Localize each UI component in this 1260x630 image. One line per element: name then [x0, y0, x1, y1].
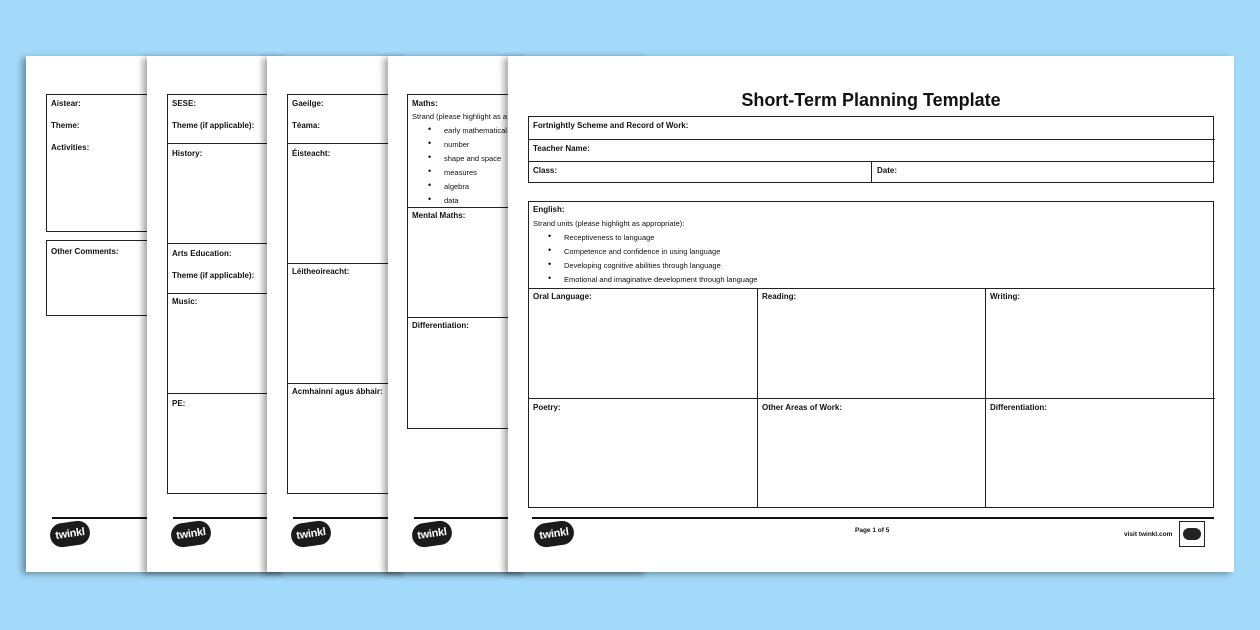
twinkl-logo: twinkl	[411, 519, 454, 548]
strand-item: • measures	[444, 168, 477, 177]
strand-unit-item: • Competence and confidence in using language	[564, 247, 720, 256]
mental-maths-label: Mental Maths:	[412, 211, 466, 220]
teacher-row	[529, 139, 1215, 141]
teacher-label: Teacher Name:	[533, 144, 590, 153]
pe-label: PE:	[172, 399, 186, 408]
twinkl-logo: twinkl	[170, 519, 213, 548]
poetry-label: Poetry:	[533, 403, 561, 412]
music-label: Music:	[172, 297, 198, 306]
footer-rule	[293, 517, 393, 519]
pe-section	[168, 393, 278, 395]
leitheoireacht-section	[288, 263, 398, 265]
page-title: Short-Term Planning Template	[741, 90, 1001, 110]
strand-label: Strand (please highlight as a	[412, 112, 508, 121]
other-comments-label: Other Comments:	[51, 247, 119, 256]
footer-rule	[52, 517, 152, 519]
grid-row-2	[529, 398, 1215, 400]
theme-label: Theme:	[51, 121, 80, 130]
strand-item: • early mathematical	[444, 126, 507, 135]
history-section	[168, 143, 278, 145]
strand-unit-item: • Receptiveness to language	[564, 233, 654, 242]
footer-rule	[173, 517, 273, 519]
maths-label: Maths:	[412, 99, 438, 108]
arts-label: Arts Education:	[172, 249, 232, 258]
oral-language-label: Oral Language:	[533, 292, 592, 301]
footer-rule	[414, 517, 514, 519]
gaeilge-box	[287, 94, 397, 494]
leitheoireacht-label: Léitheoireacht:	[292, 267, 350, 276]
strand-item: • algebra	[444, 182, 469, 191]
aistear-label: Aistear:	[51, 99, 81, 108]
strand-item: • number	[444, 140, 469, 149]
english-box	[528, 201, 1214, 508]
strand-unit-item: • Developing cognitive abilities through language	[564, 261, 721, 270]
fortnightly-label: Fortnightly Scheme and Record of Work:	[533, 121, 689, 130]
strand-units-label: Strand units (please highlight as appropriate):	[533, 219, 685, 228]
theme-label-2: Theme (if applicable):	[172, 271, 255, 280]
quality-badge-icon	[1179, 521, 1205, 547]
arts-section	[168, 243, 278, 245]
twinkl-logo: twinkl	[533, 519, 576, 548]
acmhainni-label: Acmhainní agus ábhair:	[292, 387, 383, 396]
grid-row-1	[529, 288, 1215, 290]
strand-item: • shape and space	[444, 154, 501, 163]
mental-maths-section	[408, 207, 518, 209]
class-row	[529, 161, 1215, 163]
other-areas-label: Other Areas of Work:	[762, 403, 843, 412]
sese-box	[167, 94, 277, 494]
differentiation-label: Differentiation:	[412, 321, 469, 330]
english-label: English:	[533, 205, 565, 214]
visit-twinkl-link[interactable]: visit twinkl.com	[1124, 531, 1173, 538]
page-number: Page 1 of 5	[855, 527, 890, 534]
history-label: History:	[172, 149, 203, 158]
sese-label: SESE:	[172, 99, 197, 108]
gaeilge-label: Gaeilge:	[292, 99, 324, 108]
class-date-divider	[871, 161, 872, 183]
header-info-box	[528, 116, 1214, 183]
twinkl-logo: twinkl	[49, 519, 92, 548]
music-section	[168, 293, 278, 295]
worksheet-page-short-term-planning	[508, 56, 1234, 572]
class-label: Class:	[533, 166, 558, 175]
reading-label: Reading:	[762, 292, 797, 301]
date-label: Date:	[877, 166, 898, 175]
maths-box	[407, 94, 517, 429]
footer-rule	[532, 517, 1214, 519]
acmhainni-section	[288, 383, 398, 385]
strand-item: • data	[444, 196, 459, 205]
theme-label: Theme (if applicable):	[172, 121, 255, 130]
teama-label: Téama:	[292, 121, 321, 130]
writing-label: Writing:	[990, 292, 1021, 301]
twinkl-logo: twinkl	[290, 519, 333, 548]
differentiation-label: Differentiation:	[990, 403, 1047, 412]
eisteacht-section	[288, 143, 398, 145]
strand-unit-item: • Emotional and imaginative development through language	[564, 275, 757, 284]
differentiation-section	[408, 317, 518, 319]
activities-label: Activities:	[51, 143, 90, 152]
eisteacht-label: Éisteacht:	[292, 149, 331, 158]
